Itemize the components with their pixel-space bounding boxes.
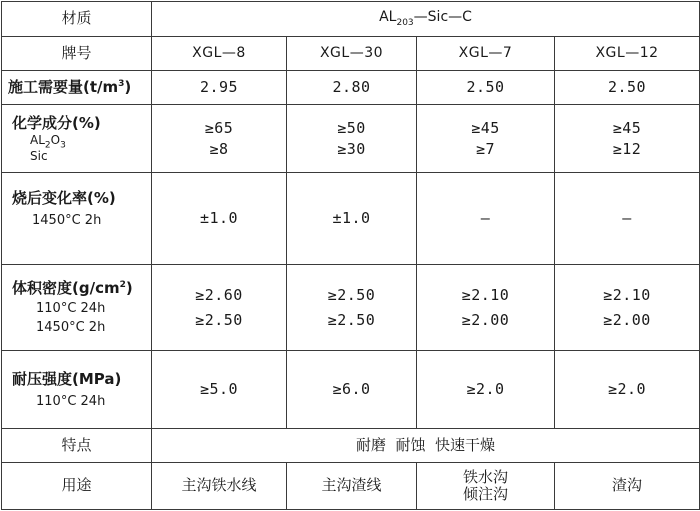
al2o3-value: ≥45 (471, 118, 500, 137)
strength-value: ≥5.0 (199, 380, 239, 399)
firing-label-cell (2, 173, 152, 265)
density-value-1450: ≥2.50 (327, 310, 376, 329)
construction-cell (417, 70, 555, 105)
strength-value: ≥2.0 (607, 380, 647, 399)
construction-value: 2.50 (466, 78, 505, 97)
grade-label-cell (2, 36, 152, 70)
usage-cell (287, 462, 417, 509)
chemical-cell (555, 105, 700, 173)
firing-row (2, 173, 700, 265)
construction-row (2, 70, 700, 105)
material-value-cell (152, 2, 700, 37)
material-label: 材质 (61, 9, 92, 28)
usage-label-cell (2, 462, 152, 509)
density-value-1450: ≥2.50 (195, 310, 243, 329)
usage-cell (417, 462, 555, 509)
sic-value: ≥12 (612, 139, 642, 158)
grade-value: XGL—7 (458, 45, 513, 62)
construction-value: 2.50 (607, 78, 647, 97)
density-label-cell (2, 265, 152, 351)
grade-cell (555, 36, 700, 70)
firing-value: ±1.0 (199, 209, 239, 228)
al2o3-value: ≥50 (337, 118, 366, 137)
density-label: 体积密度$(g/cm^2)$ (12, 279, 133, 298)
firing-cell (287, 173, 417, 265)
density-cell (555, 265, 700, 351)
construction-cell (287, 70, 417, 105)
chemical-row (2, 105, 700, 173)
firing-label: 烧后变化率(%) (12, 189, 116, 208)
strength-cell (417, 351, 555, 429)
sic-value: ≥30 (337, 139, 366, 158)
construction-label: 施工需要量$(t/m^3)$ (8, 78, 132, 97)
construction-value: 2.80 (332, 78, 371, 97)
grade-cell (417, 36, 555, 70)
density-value-1450: ≥2.00 (603, 310, 651, 329)
strength-label-cell (2, 351, 152, 429)
usage-value-line1: 铁水沟 (462, 467, 508, 486)
usage-row (2, 462, 700, 509)
density-cell (152, 265, 287, 351)
usage-cell (152, 462, 287, 509)
construction-cell (555, 70, 700, 105)
usage-value: 主沟铁水线 (181, 476, 257, 495)
chemical-label: 化学成分(%) (12, 113, 101, 132)
strength-row (2, 351, 700, 429)
strength-value: ≥6.0 (332, 380, 371, 399)
al2o3-value: ≥45 (612, 118, 642, 137)
usage-cell (555, 462, 700, 509)
density-value-110: ≥2.10 (603, 285, 651, 304)
grade-label: 牌号 (61, 43, 92, 62)
usage-value-line2: 倾注沟 (462, 484, 508, 503)
chemical-cell (152, 105, 287, 173)
material-row (2, 2, 700, 37)
firing-cell (152, 173, 287, 265)
density-condition-110: 110°C 24h (36, 301, 106, 317)
firing-value: — (622, 209, 632, 228)
construction-label-cell (2, 70, 152, 105)
features-value-cell (152, 429, 700, 463)
strength-label: 耐压强度(MPa) (12, 369, 122, 388)
strength-cell (152, 351, 287, 429)
grade-cell (287, 36, 417, 70)
features-label: 特点 (61, 435, 92, 454)
density-row (2, 265, 700, 351)
firing-value: — (480, 209, 491, 228)
firing-cell (417, 173, 555, 265)
strength-cell (287, 351, 417, 429)
grade-value: XGL—8 (192, 45, 246, 62)
firing-cell (555, 173, 700, 265)
construction-cell (152, 70, 287, 105)
material-value: $AL_{203}—Sic—C$ (379, 9, 472, 28)
material-label-cell (2, 2, 152, 37)
features-value: 耐磨 耐蚀 快速干燥 (355, 435, 496, 454)
chemical-cell (287, 105, 417, 173)
density-cell (417, 265, 555, 351)
firing-condition: 1450°C 2h (32, 213, 102, 229)
firing-value: ±1.0 (332, 209, 371, 228)
strength-value: ≥2.0 (466, 380, 505, 399)
al2o3-value: ≥65 (204, 118, 234, 137)
density-value-1450: ≥2.00 (461, 310, 510, 329)
sic-value: ≥7 (475, 139, 496, 158)
features-row (2, 429, 700, 463)
usage-label: 用途 (61, 476, 92, 495)
al2o3-label: $AL_2O_3$ (30, 132, 66, 150)
usage-value: 主沟渣线 (321, 476, 382, 495)
strength-cell (555, 351, 700, 429)
sic-label: Sic (30, 148, 48, 163)
density-condition-1450: 1450°C 2h (36, 320, 106, 336)
construction-value: 2.95 (199, 78, 239, 97)
usage-value: 渣沟 (612, 476, 643, 495)
density-cell (287, 265, 417, 351)
grade-cell (152, 36, 287, 70)
grade-value: XGL—12 (595, 45, 659, 62)
chemical-cell (417, 105, 555, 173)
features-label-cell (2, 429, 152, 463)
spec-table (1, 1, 700, 510)
density-value-110: ≥2.10 (461, 285, 510, 304)
grade-value: XGL—30 (319, 45, 384, 62)
strength-condition: 110°C 24h (36, 393, 106, 409)
density-value-110: ≥2.50 (327, 285, 376, 304)
density-value-110: ≥2.60 (195, 285, 243, 304)
chemical-label-cell (2, 105, 152, 173)
grade-row (2, 36, 700, 70)
sic-value: ≥8 (209, 139, 229, 158)
